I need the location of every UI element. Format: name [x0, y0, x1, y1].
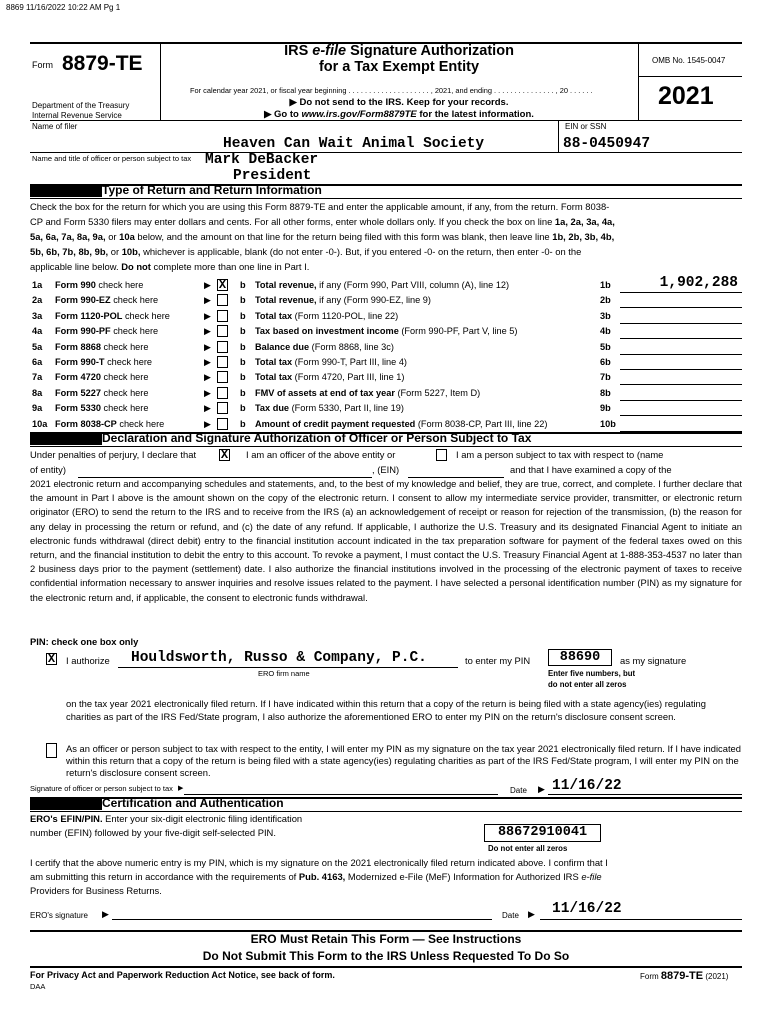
line-arrow-icon: ▶ — [204, 357, 211, 367]
line-form-label — [55, 280, 143, 291]
filer-name: Heaven Can Wait Animal Society — [223, 136, 485, 152]
efin-bold: ERO's EFIN/PIN. — [30, 813, 103, 824]
line-b-ref: 6b — [600, 357, 611, 367]
line-form-label — [55, 403, 148, 414]
return-type-checkbox[interactable]: X — [218, 278, 227, 292]
pin-field[interactable]: 88690 — [548, 649, 612, 666]
officer-label: Name and title of officer or person subject to tax — [32, 154, 192, 163]
line-b-ref: 3b — [600, 311, 611, 321]
return-type-checkbox[interactable] — [217, 341, 228, 353]
check-here: check here — [100, 403, 149, 413]
as-my-signature: as my signature — [620, 655, 687, 666]
amount-field-line — [620, 307, 742, 308]
line-b-rest: (Form 1120-POL, line 22) — [292, 311, 399, 321]
check-here: check here — [100, 372, 149, 382]
form-name: Form 8868 — [55, 342, 101, 352]
line-form-label — [55, 388, 148, 399]
dept-treasury: Department of the Treasury — [32, 101, 130, 110]
ero-firm-label: ERO firm name — [258, 669, 310, 678]
line-b-ref: 1b — [600, 280, 611, 290]
self-enter-pin-checkbox[interactable] — [46, 743, 57, 758]
line-arrow-icon: ▶ — [204, 280, 211, 290]
goto-url[interactable]: www.irs.gov/Form8879TE — [301, 109, 417, 120]
line-arrow-icon: ▶ — [204, 419, 211, 429]
intro-l4c: 10b, — [121, 246, 141, 257]
form-name: Form 990-T — [55, 357, 105, 367]
amount-field-line — [620, 369, 742, 370]
line-b-rest: if any (Form 990, Part VIII, column (A), line 12) — [316, 280, 510, 290]
amount-field-line — [620, 338, 742, 339]
perjury-line1-c: I am a person subject to tax with respect to (name — [456, 449, 664, 460]
line-b-desc — [255, 311, 398, 322]
goto-pre: Go to — [274, 109, 302, 120]
i-authorize: I authorize — [66, 655, 110, 666]
line-a-number: 8a — [32, 388, 43, 398]
intro-l5a: applicable line below. — [30, 261, 122, 272]
part2-title-rule — [30, 446, 742, 447]
ein-value: 88-0450947 — [563, 136, 651, 152]
cert-l2c: Modernized e-File (MeF) Information for Authorized IRS — [345, 871, 582, 882]
ero-date-line — [540, 919, 742, 920]
ero-signature-label: ERO's signature — [30, 911, 88, 920]
line-b-desc — [255, 342, 394, 353]
footer-form-word: Form — [640, 972, 659, 981]
intro-l2a: CP and Form 5330 filers may enter dollars and cents. For all other forms, enter whole dollars only. If you check the box on line — [30, 216, 555, 227]
part1-label-bar — [30, 185, 102, 197]
line-arrow-icon: ▶ — [204, 326, 211, 336]
intro-l4d: whichever is applicable, blank (do not enter -0-). But, if you entered -0- on the return, then enter -0- on the — [140, 246, 582, 257]
line-b-rest: (Form 5330, Part II, line 19) — [289, 403, 404, 413]
line-b-desc — [255, 357, 407, 368]
return-type-checkbox[interactable] — [217, 387, 228, 399]
part1-intro-line4 — [30, 247, 581, 258]
line-a-number: 1a — [32, 280, 43, 290]
line-b-letter: b — [240, 388, 246, 398]
line-arrow-icon: ▶ — [204, 372, 211, 382]
cert-l2d: e-file — [581, 871, 602, 882]
form-word: Form — [32, 60, 53, 70]
intro-l5c: complete more than one line in Part I. — [150, 261, 310, 272]
line-b-rest: if any (Form 990-EZ, line 9) — [316, 295, 431, 305]
efin-hint: Do not enter all zeros — [488, 844, 568, 853]
ero-firm-line — [118, 667, 458, 668]
line-form-label — [55, 295, 158, 306]
part1-intro-line2 — [30, 217, 615, 228]
line-b-ref: 9b — [600, 403, 611, 413]
cert-line2 — [30, 872, 602, 883]
return-type-checkbox[interactable] — [217, 294, 228, 306]
line-b-bold: Total tax — [255, 311, 293, 321]
officer-date-line — [548, 794, 742, 795]
line-b-bold: Total revenue, — [255, 295, 317, 305]
sig-arrow-icon: ▶ — [178, 785, 184, 792]
name-label: Name of filer — [32, 122, 78, 131]
arrow-icon: ▶ — [289, 97, 297, 108]
line-b-bold: Amount of credit payment requested — [255, 419, 416, 429]
line-a-number: 10a — [32, 419, 48, 429]
pin-heading: PIN: check one box only — [30, 636, 139, 647]
ein-divider — [558, 120, 559, 152]
efin-line1 — [30, 814, 302, 825]
amount-field-line — [620, 323, 742, 324]
check-here: check here — [100, 388, 149, 398]
line-b-bold: Total revenue, — [255, 280, 317, 290]
amount-field-line — [620, 354, 742, 355]
line-b-bold: Total tax — [255, 357, 293, 367]
line-b-ref: 4b — [600, 326, 611, 336]
line-a-number: 2a — [32, 295, 43, 305]
officer-signature-line[interactable] — [184, 794, 498, 795]
ero-date-arrow-icon: ▶ — [528, 909, 535, 919]
line-a-number: 7a — [32, 372, 43, 382]
amount-field[interactable]: 1,902,288 — [659, 275, 738, 291]
ero-date: 11/16/22 — [552, 901, 622, 917]
line-arrow-icon: ▶ — [204, 403, 211, 413]
line-b-letter: b — [240, 403, 246, 413]
line-b-desc — [255, 403, 404, 414]
ero-signature-line[interactable] — [112, 919, 492, 920]
amount-field-line — [620, 292, 742, 293]
privacy-notice: For Privacy Act and Paperwork Reduction Act Notice, see back of form. — [30, 970, 335, 980]
date-arrow-icon: ▶ — [538, 784, 545, 794]
line-a-number: 6a — [32, 357, 43, 367]
line-form-label — [55, 342, 148, 353]
do-not-send-text: Do not send to the IRS. Keep for your records. — [299, 97, 509, 108]
return-type-checkbox[interactable] — [217, 418, 228, 430]
officer-date-label: Date — [510, 786, 527, 795]
line-b-bold: FMV of assets at end of tax year — [255, 388, 395, 398]
line-b-letter: b — [240, 342, 246, 352]
line-arrow-icon: ▶ — [204, 388, 211, 398]
part3-title-rule — [30, 811, 742, 812]
name-row-top — [30, 120, 742, 121]
ero-sig-arrow-icon: ▶ — [102, 909, 109, 919]
line-arrow-icon: ▶ — [204, 311, 211, 321]
form-title — [160, 43, 638, 60]
amount-field-line — [620, 384, 742, 385]
line-b-letter: b — [240, 280, 246, 290]
footer-form-id — [640, 970, 728, 983]
pin-hint-1: Enter five numbers, but — [548, 669, 636, 678]
cert-l2b: Pub. 4163, — [298, 871, 346, 882]
title-efile: e-file — [312, 43, 347, 59]
part3-title: Certification and Authentication — [102, 796, 284, 810]
officer-name: Mark DeBacker — [205, 152, 319, 168]
line-a-number: 9a — [32, 403, 43, 413]
line-form-label — [55, 372, 148, 383]
line-form-label — [55, 326, 158, 337]
form-name: Form 4720 — [55, 372, 101, 382]
cert-l2a: am submitting this return in accordance with the requirements of — [30, 871, 299, 882]
do-not-send — [160, 98, 638, 109]
line-b-desc — [255, 326, 517, 337]
check-here: check here — [116, 419, 165, 429]
line-b-rest: (Form 5227, Item D) — [394, 388, 481, 398]
check-here: check here — [104, 357, 153, 367]
officer-checkbox[interactable]: X — [220, 448, 229, 462]
line-b-desc — [255, 280, 509, 291]
line-b-ref: 2b — [600, 295, 611, 305]
line-b-letter: b — [240, 326, 246, 336]
line-b-ref: 8b — [600, 388, 611, 398]
retain-notice: ERO Must Retain This Form — See Instructions — [250, 932, 522, 946]
intro-l3b: or — [105, 231, 120, 242]
person-subject-checkbox[interactable] — [436, 449, 447, 461]
line-a-number: 3a — [32, 311, 43, 321]
check-here: check here — [110, 295, 159, 305]
intro-l5b: Do not — [121, 261, 151, 272]
daa-label: DAA — [30, 982, 46, 991]
intro-l3c: 10a — [119, 231, 135, 242]
declaration-body: 2021 electronic return and accompanying schedules and statements, and, to the best of my knowledge and belief, they are true, correct, and complete. I further declare that the amount in Part I above is the amount shown on the copy of the electronic return. I consent to allow my intermediate service provider, transmitter, or electronic return originator (ERO) to send the return to the IRS and to receive from the IRS (a) an acknowledgement of receipt or reason for rejection of the transmission, (b) the reason for any delay in processing the return or refund, and (c) the date of any refund. If applicable, I authorize the U.S. Treasury and its designated Financial Agent to initiate an electronic funds withdrawal (direct debit) entry to the financial institution account indicated in the tax preparation software for payment of the federal taxes owed on this return, and the financial institution to debit the entry to this account. To revoke a payment, I must contact the U.S. Treasury Financial Agent at 1-888-353-4537 no later than 2 business days prior to the payment (settlement) date. I also authorize the financial institutions involved in the processing of the electronic payment of taxes to receive confidential information necessary to answer inquiries and resolve issues related to the payment. I have selected a personal identification number (PIN) as my signature for the electronic return and, if applicable, the consent to electronic funds withdrawal. — [30, 478, 742, 603]
line-b-rest: (Form 4720, Part III, line 1) — [292, 372, 405, 382]
return-type-checkbox[interactable] — [217, 310, 228, 322]
form-name: Form 5227 — [55, 388, 101, 398]
tax-year: 2021 — [658, 82, 714, 110]
calendar-line: For calendar year 2021, or fiscal year beginning . . . . . . . . . . . . . . . . . . . . , 2021, and ending . . . . . . . . . . . . . . . , 20 . . . . . . — [190, 86, 593, 95]
form-name: Form 990-EZ — [55, 295, 111, 305]
line-b-letter: b — [240, 372, 246, 382]
authorize-text: on the tax year 2021 electronically filed return. If I have indicated within this return that a copy of the return is being filed with a state agency(ies) regulating charities as part of the IRS Fed/State program, I also authorize the aforementioned ERO to enter my PIN on the return's disclosure consent screen. — [66, 698, 706, 723]
line-b-desc — [255, 295, 431, 306]
intro-l4a: 5b, 6b, 7b, 8b, 9b, — [30, 246, 109, 257]
part2-label-bar — [30, 433, 102, 445]
arrow-icon: ▶ — [264, 109, 272, 120]
ero-date-label: Date — [502, 911, 519, 920]
form-name: Form 990 — [55, 280, 96, 290]
perjury-line1-a: Under penalties of perjury, I declare that — [30, 449, 197, 460]
form-name: Form 1120-POL — [55, 311, 123, 321]
line-b-letter: b — [240, 419, 246, 429]
line-b-ref: 7b — [600, 372, 611, 382]
title-post: Signature Authorization — [346, 43, 514, 59]
line-b-ref: 5b — [600, 342, 611, 352]
line-b-desc — [255, 372, 404, 383]
line-b-ref: 10b — [600, 419, 616, 429]
part2-title: Declaration and Signature Authorization of Officer or Person Subject to Tax — [102, 431, 532, 445]
line-a-number: 5a — [32, 342, 43, 352]
return-type-checkbox[interactable] — [217, 402, 228, 414]
do-not-submit-notice: Do Not Submit This Form to the IRS Unless Requested To Do So — [202, 949, 570, 963]
amount-field-line — [620, 415, 742, 416]
line-b-letter: b — [240, 357, 246, 367]
amount-field-line — [620, 400, 742, 401]
efin-line2: number (EFIN) followed by your five-digit self-selected PIN. — [30, 827, 276, 838]
line-b-bold: Tax due — [255, 403, 290, 413]
officer-date: 11/16/22 — [552, 778, 622, 794]
ero-firm-name: Houldsworth, Russo & Company, P.C. — [131, 650, 427, 666]
line-a-number: 4a — [32, 326, 43, 336]
to-enter-pin: to enter my PIN — [465, 655, 531, 666]
perjury-line2-b: , (EIN) — [372, 464, 400, 475]
line-b-bold: Total tax — [255, 372, 293, 382]
title-pre: IRS — [284, 43, 313, 59]
form-number: 8879-TE — [62, 52, 143, 75]
intro-l4b: or — [108, 246, 122, 257]
perjury-line2-c: and that I have examined a copy of the — [510, 464, 672, 475]
footer-bottom-rule — [30, 966, 742, 968]
line-arrow-icon: ▶ — [204, 295, 211, 305]
footer-form-number: 8879-TE — [660, 970, 704, 982]
efin-l1: Enter your six-digit electronic filing identification — [102, 813, 303, 824]
line-b-desc — [255, 388, 480, 399]
form-name: Form 8038-CP — [55, 419, 117, 429]
authorize-ero-checkbox[interactable]: X — [47, 652, 56, 666]
return-type-checkbox[interactable] — [217, 356, 228, 368]
pin-hint-2: do not enter all zeros — [548, 680, 627, 689]
print-header: 8869 11/16/2022 10:22 AM Pg 1 — [6, 3, 121, 12]
line-form-label — [55, 311, 170, 322]
check-here: check here — [110, 326, 159, 336]
goto-post: for the latest information. — [416, 109, 534, 120]
perjury-line2-a: of entity) — [30, 464, 66, 475]
line-b-rest: (Form 8038-CP, Part III, line 22) — [415, 419, 548, 429]
line-b-letter: b — [240, 311, 246, 321]
line-form-label — [55, 419, 164, 430]
check-here: check here — [100, 342, 149, 352]
part1-intro-line1: Check the box for the return for which you are using this Form 8879-TE and enter the applicable amount, if any, from the return. Form 8038- — [30, 201, 610, 212]
intro-l3a: 5a, 6a, 7a, 8a, 9a, — [30, 231, 106, 242]
line-b-rest: (Form 990-PF, Part V, line 5) — [398, 326, 518, 336]
line-b-bold: Balance due — [255, 342, 310, 352]
line-b-letter: b — [240, 295, 246, 305]
return-type-checkbox[interactable] — [217, 325, 228, 337]
footer-form-year: (2021) — [705, 972, 729, 981]
part3-label-bar — [30, 798, 102, 810]
part1-title-rule — [30, 198, 742, 199]
dept-irs: Internal Revenue Service — [32, 111, 122, 120]
self-enter-text: As an officer or person subject to tax with respect to the entity, I will enter my PIN as my signature on the tax year 2021 electronically filed return. If I have indicated within this return that a copy of the return is being filed with a state agency(ies) regulating charities as part of the IRS Fed/State program, I will enter my PIN on the return's disclosure consent screen. — [66, 743, 741, 778]
ein-label: EIN or SSN — [565, 122, 607, 131]
intro-l3e: 1b, 2b, 3b, 4b, — [552, 231, 615, 242]
intro-l2b: 1a, 2a, 3a, 4a, — [554, 216, 615, 227]
check-here: check here — [122, 311, 170, 321]
omb-rule — [638, 76, 742, 77]
form-name: Form 5330 — [55, 403, 101, 413]
line-form-label — [55, 357, 152, 368]
part1-title: Type of Return and Return Information — [102, 183, 322, 197]
line-arrow-icon: ▶ — [204, 342, 211, 352]
check-here: check here — [95, 280, 144, 290]
efin-field[interactable]: 88672910041 — [484, 824, 601, 842]
cert-line3: Providers for Business Returns. — [30, 885, 162, 896]
perjury-line1-b: I am an officer of the above entity or — [246, 449, 396, 460]
cert-line1: I certify that the above numeric entry is my PIN, which is my signature on the 2021 electronically filed return indicated above. I confirm that I — [30, 857, 608, 868]
line-b-rest: (Form 8868, line 3c) — [309, 342, 394, 352]
officer-title: President — [233, 168, 312, 184]
line-b-desc — [255, 419, 547, 430]
intro-l3d: below, and the amount on that line for the return being filed with this form was blank, then leave line — [134, 231, 553, 242]
return-type-checkbox[interactable] — [217, 371, 228, 383]
form-name: Form 990-PF — [55, 326, 111, 336]
form-title-line2: for a Tax Exempt Entity — [318, 59, 480, 75]
officer-signature-label: Signature of officer or person subject to tax — [30, 784, 173, 793]
line-b-bold: Tax based on investment income — [255, 326, 399, 336]
part1-intro-line3 — [30, 232, 614, 243]
part1-intro-line5 — [30, 262, 309, 273]
omb-number: OMB No. 1545-0047 — [652, 56, 726, 65]
line-b-rest: (Form 990-T, Part III, line 4) — [292, 357, 407, 367]
officer-row-top — [30, 152, 742, 153]
header-right-divider — [638, 42, 639, 120]
